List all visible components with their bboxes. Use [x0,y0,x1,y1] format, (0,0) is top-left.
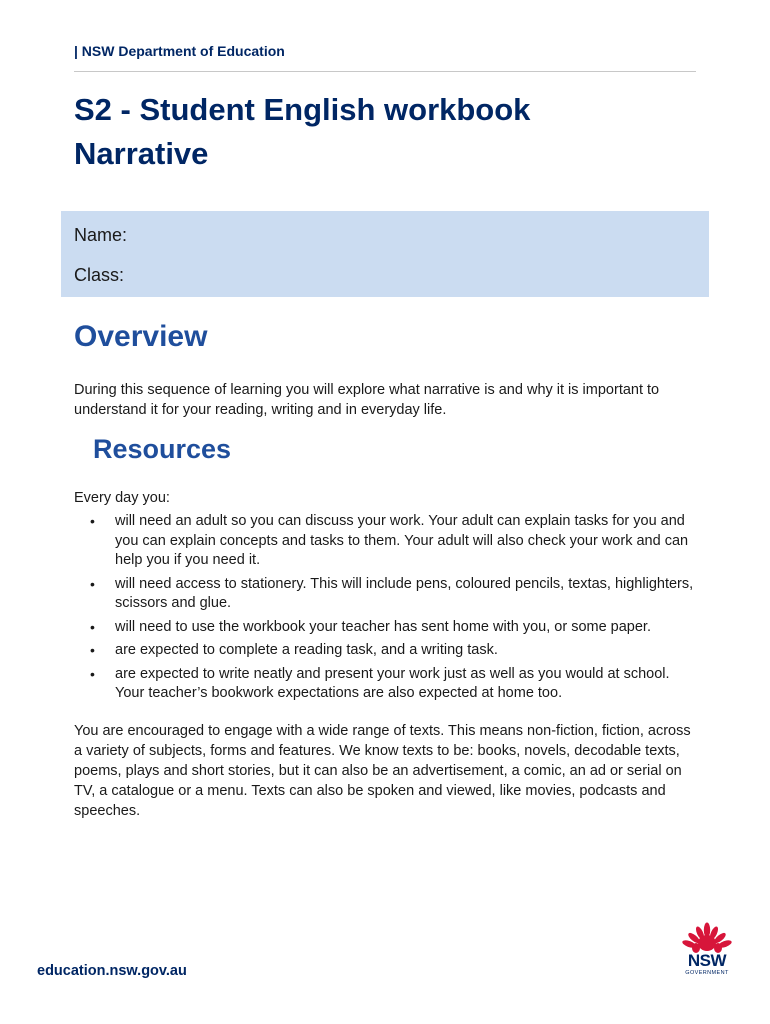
overview-paragraph: During this sequence of learning you will explore what narrative is and why it is important to understand it for your reading, writing and in everyday life. [74,382,660,418]
logo-wordmark: NSW [687,951,727,970]
resources-heading: Resources [93,434,232,464]
list-item [74,641,699,661]
nsw-government-logo [676,922,738,986]
list-item-text: will need an adult so you can discuss your work. Your adult can explain tasks for you and you can explain concepts and tasks to them. Your adult will also check your work and can help you if you need it. [115,513,689,568]
bullet-icon: • [90,513,95,529]
bullet-icon: • [90,665,95,682]
texts-paragraph: You are encouraged to engage with a wide range of texts. This means non-fiction, fiction, across a variety of subjects, forms and features. We know texts to be: books, novels, decodable texts, poems, plays and short stories, but it can also be an advertisement, a comic, an ad or serial on TV, a catalogue or a menu. Texts can also be spoken and viewed, like movies, podcasts and speeches. [74,723,691,819]
student-details-box [61,211,709,297]
list-item [74,618,699,638]
title-line-2: Narrative [74,136,209,171]
page-title [74,88,694,176]
list-item-text: will need to use the workbook your teacher has sent home with you, or some paper. [115,618,651,635]
logo-subtext: GOVERNMENT [685,970,729,976]
waratah-icon [676,922,738,954]
overview-heading: Overview [74,320,208,353]
list-item-text: are expected to write neatly and present your work just as well as you would at school. Your teacher’s bookwork expectations are also expected at home too. [115,665,670,701]
list-item-text: will need access to stationery. This will include pens, coloured pencils, textas, highlighters, scissors and glue. [115,575,694,611]
footer-url: education.nsw.gov.au [37,963,187,979]
class-field-label: Class: [74,265,125,285]
list-item [74,665,699,704]
header-org-name: | NSW Department of Education [74,43,285,59]
bullet-icon: • [90,642,95,658]
bullet-icon: • [90,618,95,635]
resources-list [74,512,699,708]
resources-intro: Every day you: [74,490,170,506]
list-item-text: are expected to complete a reading task, and a writing task. [115,642,498,658]
header-divider [74,71,696,72]
name-field-label: Name: [74,225,128,245]
bullet-icon: • [90,575,95,592]
list-item [74,512,699,571]
title-line-1: S2 - Student English workbook [74,92,531,127]
list-item [74,575,699,614]
